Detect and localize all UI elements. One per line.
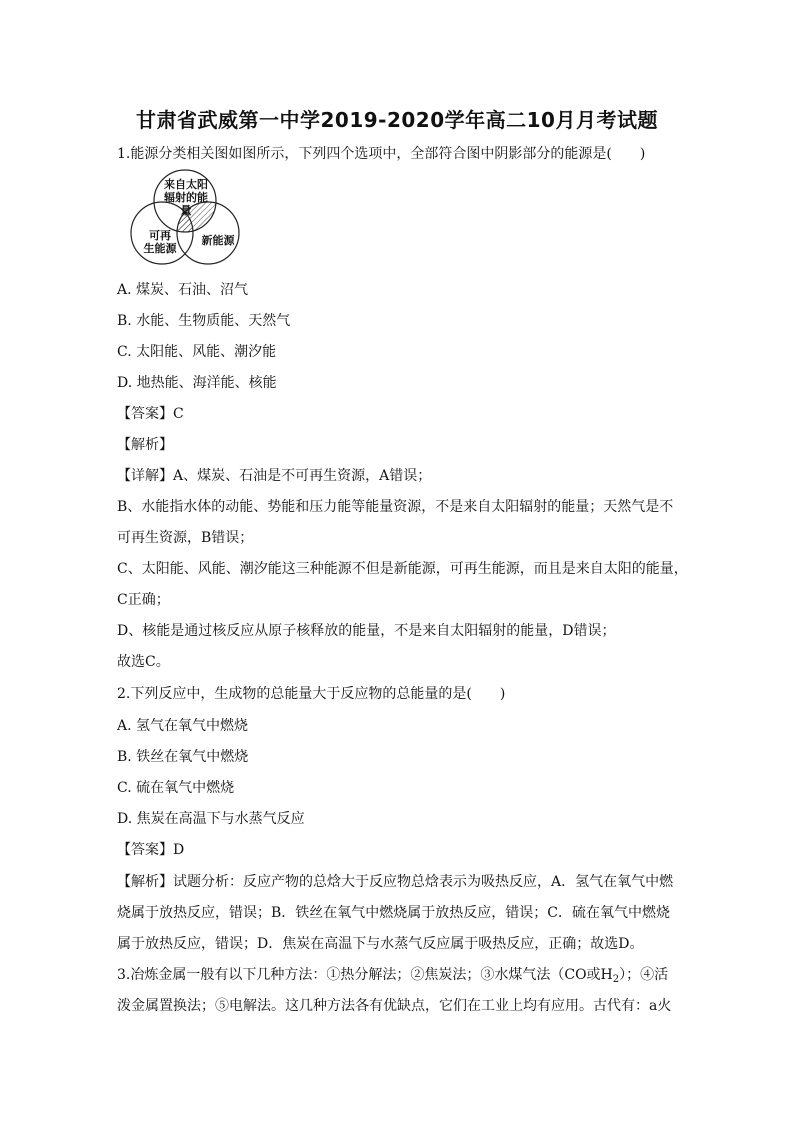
venn-label-sun-line1: 来自太阳 — [164, 178, 208, 191]
q1-option-b: B. 水能、生物质能、天然气 — [117, 313, 291, 329]
q1-explanation-line: C、太阳能、风能、潮汐能这三种能源不但是新能源，可再生能源，而且是来自太阳的能量， — [117, 561, 688, 577]
q1-option-d: D. 地热能、海洋能、核能 — [117, 375, 277, 391]
q2-option-b: B. 铁丝在氧气中燃烧 — [117, 749, 249, 765]
q1-explanation-line: C正确； — [117, 592, 170, 608]
q1-explanation-line: 故选C。 — [117, 654, 170, 670]
question-1-stem: 1.能源分类相关图如图所示，下列四个选项中，全部符合图中阴影部分的能源是( ) — [117, 146, 646, 162]
q2-option-c: C. 硫在氧气中燃烧 — [117, 780, 235, 796]
q1-answer: 【答案】C — [117, 406, 184, 422]
q2-explanation-line: 属于放热反应，错误；D．焦炭在高温下与水蒸气反应属于吸热反应，正确；故选D。 — [117, 936, 644, 952]
q1-analysis-heading: 【解析】 — [117, 437, 173, 453]
q1-explanation-line: 【详解】A、煤炭、石油是不可再生资源，A错误； — [117, 468, 432, 484]
question-2-stem: 2.下列反应中，生成物的总能量大于反应物的总能量的是( ) — [117, 686, 506, 702]
question-3-stem-line1 — [117, 965, 687, 990]
q2-explanation-line: 烧属于放热反应，错误；B．铁丝在氧气中燃烧属于放热反应，错误；C．硫在氧气中燃烧 — [117, 905, 670, 921]
venn-label-sun-line2: 辐射的能量 — [164, 191, 208, 217]
q1-explanation-line: D、核能是通过核反应从原子核释放的能量，不是来自太阳辐射的能量，D错误； — [117, 623, 616, 639]
q2-option-a: A. 氢气在氧气中燃烧 — [117, 718, 249, 734]
q2-answer: 【答案】D — [117, 842, 185, 858]
venn-label-renewable-line2: 生能源 — [143, 242, 177, 255]
q3-text-part: 3.冶炼金属一般有以下几种方法：①热分解法；②焦炭法；③水煤气法（CO或H — [117, 967, 613, 983]
venn-label-renewable — [138, 229, 182, 255]
q1-option-c: C. 太阳能、风能、潮汐能 — [117, 344, 277, 360]
q1-explanation-line: 可再生资源，B错误； — [117, 530, 254, 546]
venn-label-renewable-line1: 可再 — [149, 229, 171, 242]
q3-text-part: ）；④活 — [619, 967, 669, 983]
venn-label-sun — [159, 178, 213, 217]
document-title: 甘肃省武威第一中学2019-2020学年高二10月月考试题 — [136, 108, 658, 132]
q2-explanation-line: 【解析】试题分析：反应产物的总焓大于反应物总焓表示为吸热反应，A．氢气在氧气中燃 — [117, 874, 674, 890]
venn-label-new-energy: 新能源 — [201, 234, 235, 247]
q1-explanation-line: B、水能指水体的动能、势能和压力能等能量资源，不是来自太阳辐射的能量；天然气是不 — [117, 499, 674, 515]
question-3-stem-line2: 泼金属置换法；⑤电解法。这几种方法各有优缺点，它们在工业上均有应用。古代有：a火 — [117, 998, 672, 1014]
q2-option-d: D. 焦炭在高温下与水蒸气反应 — [117, 811, 305, 827]
q1-option-a: A. 煤炭、石油、沼气 — [117, 282, 249, 298]
q3-subscript: 2 — [612, 974, 620, 985]
venn-diagram — [126, 169, 244, 269]
